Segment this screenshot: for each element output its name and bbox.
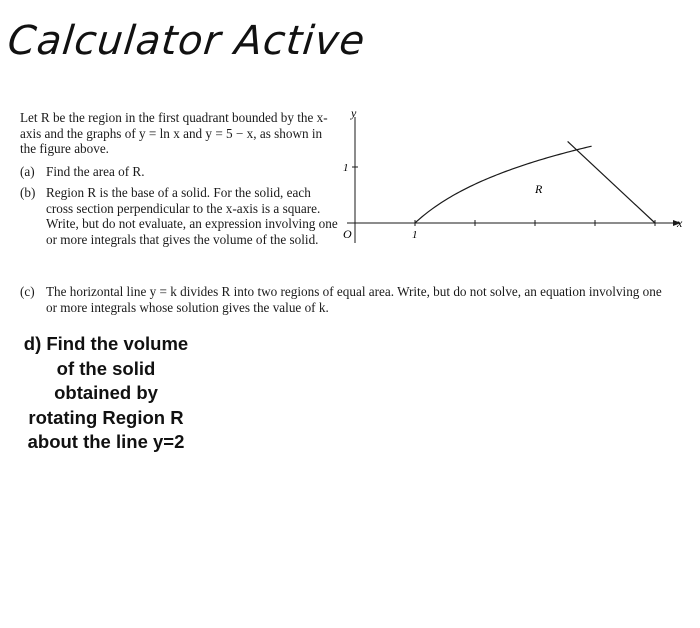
y-tick-label: 1 bbox=[343, 162, 349, 174]
part-d-question: d) Find the volume of the solid obtained by rotating Region R about the line y=2 bbox=[23, 333, 189, 452]
x-tick-label: 1 bbox=[412, 229, 418, 241]
part-c-label: (c) bbox=[20, 284, 35, 299]
part-a-text: Find the area of R. bbox=[46, 163, 145, 179]
part-c-text: The horizontal line y = k divides R into two regions of equal area. Write, but do not solve, an equation involving one or more integrals whose solution gives the value of k. bbox=[46, 284, 662, 315]
part-c bbox=[20, 284, 670, 315]
ln-x-curve bbox=[415, 146, 592, 223]
part-b-text: Region R is the base of a solid. For the solid, each cross section perpendicular to the x-axis is a square. Write, but do not evaluate, an expression involving one or more integrals that gives the volume of the solid. bbox=[46, 185, 338, 247]
part-a bbox=[20, 164, 340, 180]
problem-intro: Let R be the region in the first quadrant bounded by the x-axis and the graphs of y = ln x and y = 5 − x, as shown in the figure above. bbox=[20, 110, 328, 156]
region-figure bbox=[335, 105, 690, 245]
handwritten-title: Calculator Active bbox=[5, 18, 368, 64]
x-axis-label: x bbox=[677, 216, 683, 230]
part-b-label: (b) bbox=[20, 185, 36, 200]
part-b bbox=[20, 185, 340, 247]
y-axis-label: y bbox=[351, 106, 357, 120]
origin-label: O bbox=[343, 227, 352, 241]
region-label: R bbox=[535, 182, 543, 196]
five-minus-x-line bbox=[568, 141, 655, 223]
problem-statement bbox=[20, 110, 340, 253]
part-a-label: (a) bbox=[20, 163, 35, 179]
